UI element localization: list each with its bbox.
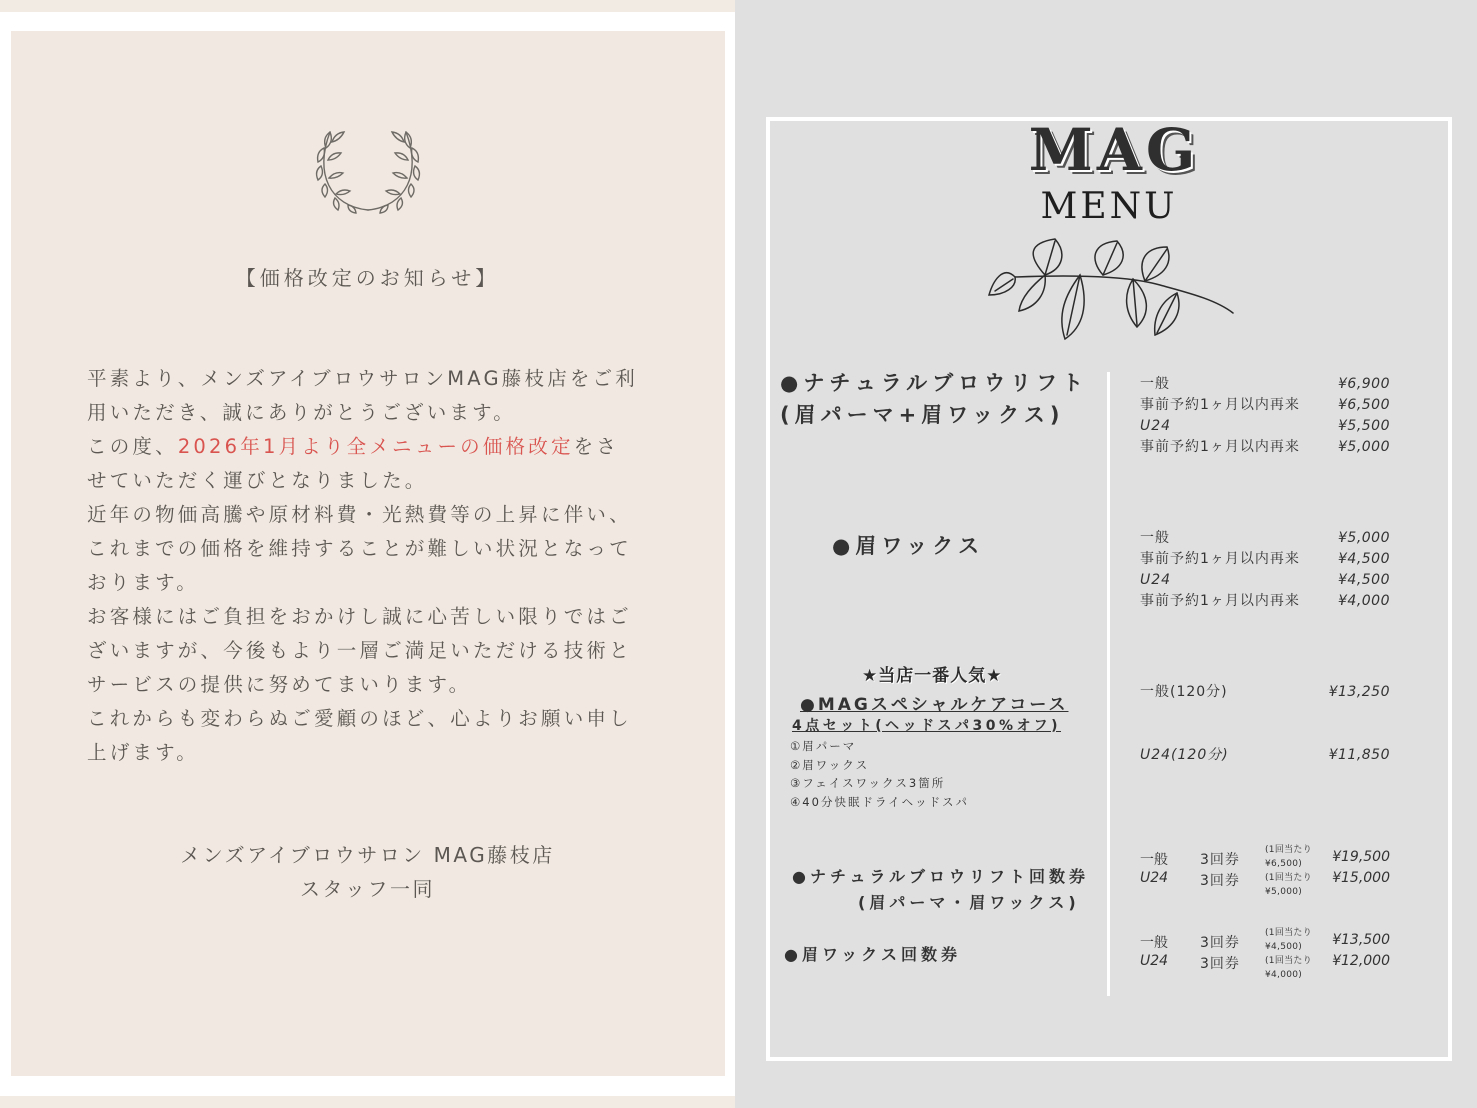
menu-item-brow-wax-tickets-name: ●眉ワックス回数券: [784, 945, 962, 964]
notice-line: これからも変わらぬご愛顧のほど、心よりお願い申し: [87, 707, 632, 730]
price-label: 事前予約1ヶ月以内再来: [1140, 551, 1300, 567]
notice-signature: [0, 838, 735, 906]
notice-body: [87, 362, 677, 770]
ticket-row: [1140, 928, 1390, 953]
menu-item-brow-wax-name: ●眉ワックス: [832, 534, 985, 558]
special-course-price-u24: [1140, 745, 1390, 766]
price-row: [1140, 570, 1390, 591]
notice-line: お客様にはご負担をおかけし誠に心苦しい限りではご: [87, 605, 632, 628]
notice-line: [87, 430, 677, 464]
price-row: [1140, 591, 1390, 612]
menu-column-divider: [1107, 372, 1110, 996]
ticket-count: 3回券: [1200, 956, 1240, 972]
menu-item-special-course-name: ●MAGスペシャルケアコース: [800, 695, 1069, 715]
leaf-branch-icon: [985, 235, 1240, 345]
ticket-note: ¥4,500): [1265, 942, 1303, 952]
notice-line: 近年の物価高騰や原材料費・光熱費等の上昇に伴い、: [87, 503, 632, 526]
price-row: [1140, 745, 1390, 766]
laurel-wreath-icon: [308, 118, 428, 218]
ticket-value: ¥19,500: [1332, 849, 1390, 865]
ticket-label: U24: [1140, 953, 1169, 969]
notice-line: 用いただき、誠にありがとうございます。: [87, 401, 516, 424]
ticket-row: [1140, 953, 1390, 980]
price-label: 一般: [1140, 376, 1170, 392]
brow-wax-price-list: [1140, 528, 1390, 612]
ticket-note: (1回当たり: [1265, 956, 1313, 966]
ticket-label: U24: [1140, 870, 1169, 886]
course-content-item: ①眉パーマ: [790, 739, 857, 753]
ticket-count: 3回券: [1200, 935, 1240, 951]
course-content-item: ③フェイスワックス3箇所: [790, 776, 946, 790]
notice-text: をさ: [573, 435, 620, 458]
price-value: ¥6,500: [1338, 397, 1390, 413]
menu-item-brow-lift-tickets-detail: (眉パーマ・眉ワックス): [858, 893, 1080, 912]
notice-line: サービスの提供に努めてまいります。: [87, 673, 472, 696]
ticket-value: ¥13,500: [1332, 932, 1390, 948]
ticket-label: 一般: [1140, 935, 1168, 951]
price-label: U24(120分): [1140, 747, 1229, 763]
ticket-note: ¥6,500): [1265, 859, 1303, 869]
menu-item-brow-lift-tickets-name: ●ナチュラルブロウリフト回数券: [792, 867, 1090, 886]
ticket-row: [1140, 870, 1390, 897]
price-value: ¥13,250: [1328, 684, 1390, 700]
notice-line: これまでの価格を維持することが難しい状況となって: [87, 537, 632, 560]
price-row: [1140, 416, 1390, 437]
ticket-value: ¥15,000: [1332, 870, 1390, 886]
course-content-item: ④40分快眠ドライヘッドスパ: [790, 794, 969, 809]
price-row: [1140, 549, 1390, 570]
notice-line: 平素より、メンズアイブロウサロンMAG藤枝店をご利: [87, 367, 639, 390]
ticket-count: 3回券: [1200, 852, 1240, 868]
price-value: ¥5,500: [1338, 418, 1390, 434]
signature-staff: スタッフ一同: [300, 877, 435, 901]
price-change-highlight: 2026年1月より全メニューの価格改定: [177, 435, 574, 458]
price-value: ¥5,000: [1338, 530, 1390, 546]
menu-item-brow-lift-detail: (眉パーマ+眉ワックス): [780, 403, 1065, 427]
price-label: 一般(120分): [1140, 684, 1228, 700]
price-value: ¥6,900: [1338, 376, 1390, 392]
price-label: U24: [1140, 418, 1172, 434]
menu-subtitle: MENU: [1040, 186, 1178, 227]
price-label: U24: [1140, 572, 1172, 588]
menu-title: MAG: [1028, 116, 1200, 184]
popular-badge: ★当店一番人気★: [862, 666, 1003, 686]
price-label: 事前予約1ヶ月以内再来: [1140, 439, 1300, 455]
price-label: 事前予約1ヶ月以内再来: [1140, 593, 1300, 609]
price-value: ¥11,850: [1328, 747, 1390, 763]
price-row: [1140, 437, 1390, 458]
price-value: ¥4,000: [1338, 593, 1390, 609]
ticket-note: (1回当たり: [1265, 873, 1313, 883]
notice-line: 上げます。: [87, 741, 199, 764]
ticket-label: 一般: [1140, 852, 1168, 868]
notice-text: この度、: [87, 435, 178, 458]
special-course-contents: [790, 737, 969, 811]
ticket-row: [1140, 845, 1390, 870]
ticket-count: 3回券: [1200, 873, 1240, 889]
price-value: ¥4,500: [1338, 572, 1390, 588]
special-course-set: 4点セット(ヘッドスパ30%オフ): [792, 718, 1061, 734]
price-row: [1140, 682, 1390, 703]
menu-item-brow-lift-name: ●ナチュラルブロウリフト: [780, 371, 1089, 395]
special-course-price-general: [1140, 682, 1390, 703]
signature-salon: メンズアイブロウサロン MAG藤枝店: [180, 843, 555, 867]
price-row: [1140, 374, 1390, 395]
ticket-note: ¥4,000): [1265, 970, 1303, 980]
notice-line: おります。: [87, 571, 199, 594]
notice-line: せていただく運びとなりました。: [87, 469, 428, 492]
price-row: [1140, 528, 1390, 549]
notice-line: ざいますが、今後もより一層ご満足いただける技術と: [87, 639, 632, 662]
brow-lift-price-list: [1140, 374, 1390, 458]
price-row: [1140, 395, 1390, 416]
ticket-note: (1回当たり: [1265, 928, 1313, 938]
ticket-note: ¥5,000): [1265, 887, 1303, 897]
course-content-item: ②眉ワックス: [790, 757, 870, 772]
ticket-note: (1回当たり: [1265, 845, 1313, 855]
price-label: 一般: [1140, 530, 1170, 546]
ticket-value: ¥12,000: [1332, 953, 1390, 969]
notice-title: 【価格改定のお知らせ】: [235, 266, 500, 290]
price-value: ¥5,000: [1338, 439, 1390, 455]
price-label: 事前予約1ヶ月以内再来: [1140, 397, 1300, 413]
price-value: ¥4,500: [1338, 551, 1390, 567]
